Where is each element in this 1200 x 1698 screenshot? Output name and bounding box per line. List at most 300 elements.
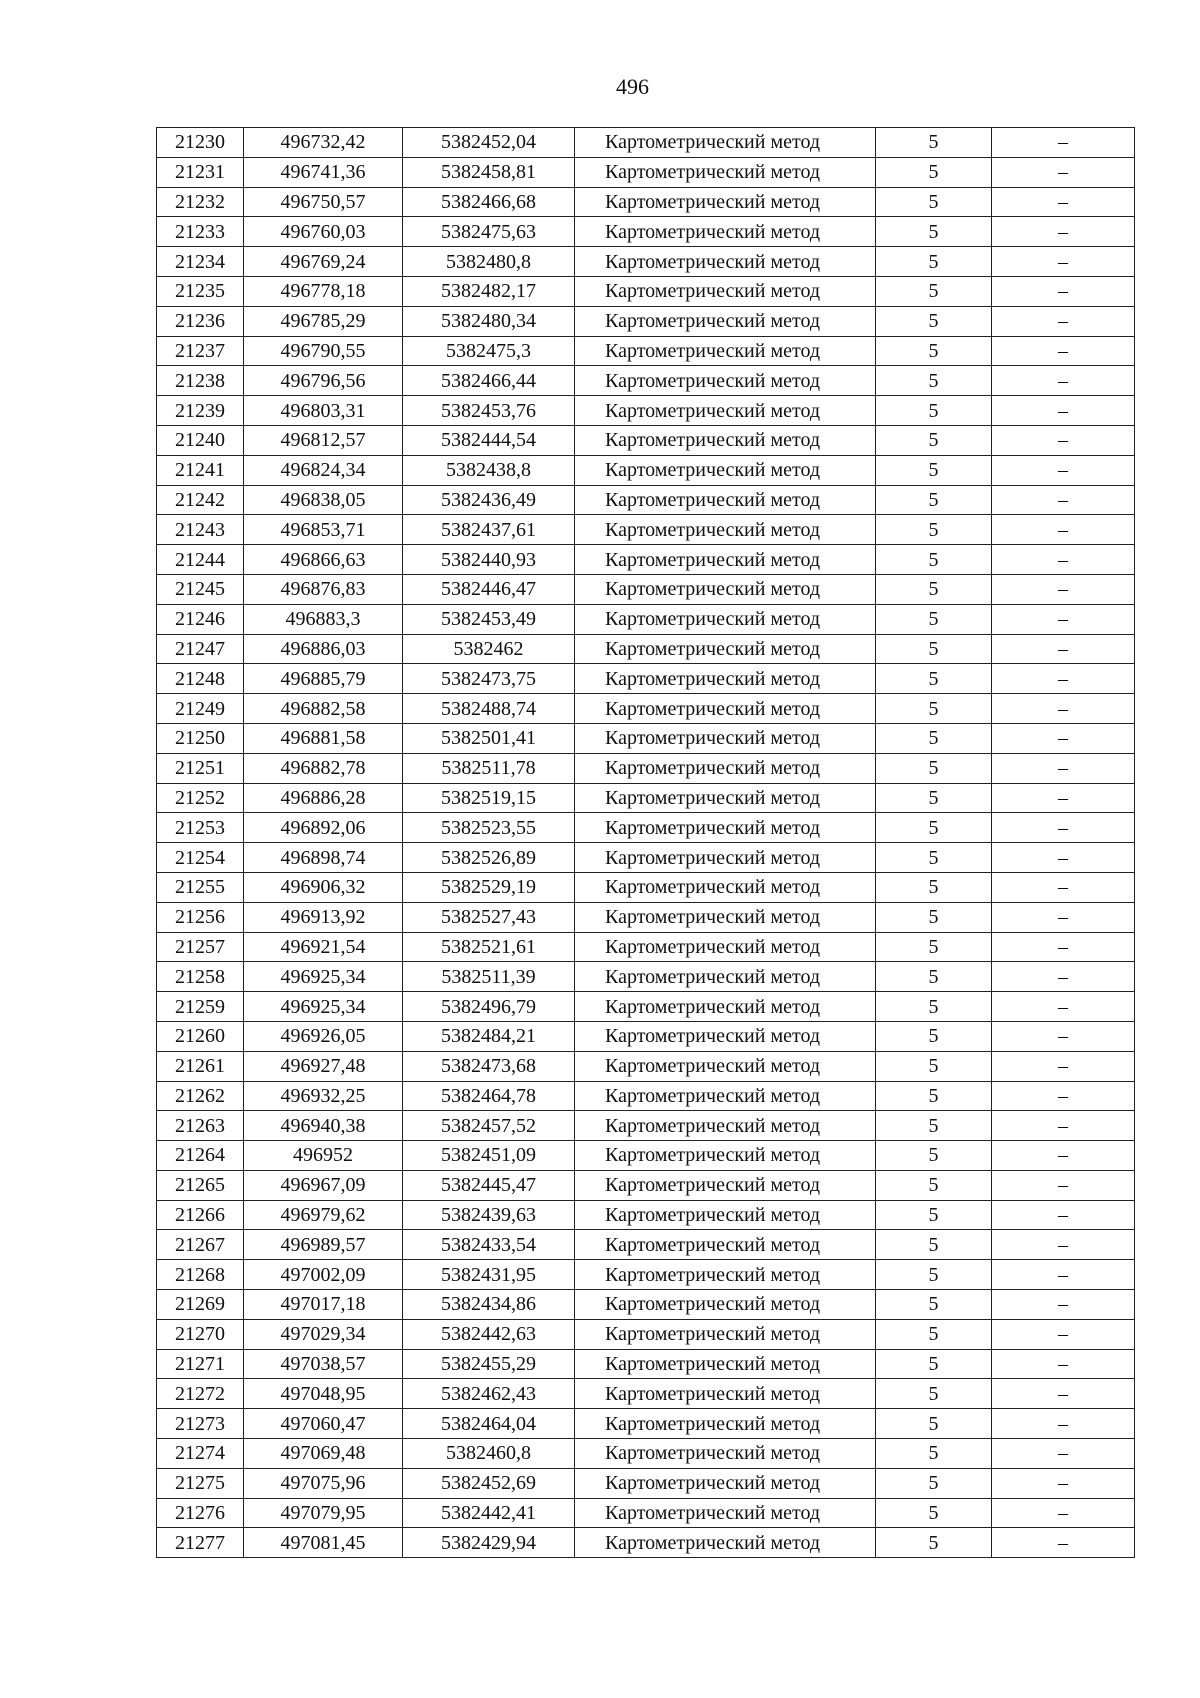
x-coordinate-cell: 496796,56	[244, 366, 403, 396]
table-row	[157, 545, 1135, 575]
x-coordinate-cell: 497081,45	[244, 1528, 403, 1558]
table-row	[157, 217, 1135, 247]
coordinates-table-body	[157, 128, 1135, 1558]
y-coordinate-cell: 5382511,78	[403, 753, 575, 783]
method-cell: Картометрический метод	[575, 1111, 876, 1141]
dash-cell: –	[992, 1409, 1135, 1439]
point-number-cell: 21250	[157, 723, 244, 753]
y-coordinate-cell: 5382439,63	[403, 1200, 575, 1230]
x-coordinate-cell: 496967,09	[244, 1170, 403, 1200]
method-cell: Картометрический метод	[575, 1468, 876, 1498]
method-cell: Картометрический метод	[575, 515, 876, 545]
y-coordinate-cell: 5382452,04	[403, 128, 575, 158]
page-number: 496	[616, 74, 649, 99]
y-coordinate-cell: 5382460,8	[403, 1439, 575, 1469]
x-coordinate-cell: 496769,24	[244, 247, 403, 277]
table-row	[157, 604, 1135, 634]
accuracy-cell: 5	[876, 962, 992, 992]
x-coordinate-cell: 496926,05	[244, 1021, 403, 1051]
method-cell: Картометрический метод	[575, 1051, 876, 1081]
x-coordinate-cell: 496886,28	[244, 783, 403, 813]
accuracy-cell: 5	[876, 157, 992, 187]
table-row	[157, 1051, 1135, 1081]
accuracy-cell: 5	[876, 1319, 992, 1349]
x-coordinate-cell: 497029,34	[244, 1319, 403, 1349]
table-row	[157, 1200, 1135, 1230]
method-cell: Картометрический метод	[575, 545, 876, 575]
y-coordinate-cell: 5382433,54	[403, 1230, 575, 1260]
point-number-cell: 21254	[157, 843, 244, 873]
point-number-cell: 21243	[157, 515, 244, 545]
dash-cell: –	[992, 1319, 1135, 1349]
accuracy-cell: 5	[876, 723, 992, 753]
y-coordinate-cell: 5382488,74	[403, 694, 575, 724]
accuracy-cell: 5	[876, 1081, 992, 1111]
dash-cell: –	[992, 1349, 1135, 1379]
dash-cell: –	[992, 723, 1135, 753]
y-coordinate-cell: 5382501,41	[403, 723, 575, 753]
y-coordinate-cell: 5382434,86	[403, 1290, 575, 1320]
table-row	[157, 723, 1135, 753]
table-row	[157, 157, 1135, 187]
dash-cell: –	[992, 425, 1135, 455]
y-coordinate-cell: 5382480,34	[403, 306, 575, 336]
accuracy-cell: 5	[876, 366, 992, 396]
dash-cell: –	[992, 336, 1135, 366]
table-row	[157, 455, 1135, 485]
table-row	[157, 1468, 1135, 1498]
point-number-cell: 21263	[157, 1111, 244, 1141]
dash-cell: –	[992, 128, 1135, 158]
dash-cell: –	[992, 276, 1135, 306]
x-coordinate-cell: 496778,18	[244, 276, 403, 306]
method-cell: Картометрический метод	[575, 783, 876, 813]
accuracy-cell: 5	[876, 247, 992, 277]
y-coordinate-cell: 5382521,61	[403, 932, 575, 962]
accuracy-cell: 5	[876, 1200, 992, 1230]
x-coordinate-cell: 496790,55	[244, 336, 403, 366]
x-coordinate-cell: 496760,03	[244, 217, 403, 247]
table-row	[157, 247, 1135, 277]
method-cell: Картометрический метод	[575, 1141, 876, 1171]
point-number-cell: 21276	[157, 1498, 244, 1528]
dash-cell: –	[992, 783, 1135, 813]
method-cell: Картометрический метод	[575, 485, 876, 515]
x-coordinate-cell: 496876,83	[244, 574, 403, 604]
x-coordinate-cell: 496952	[244, 1141, 403, 1171]
method-cell: Картометрический метод	[575, 1260, 876, 1290]
point-number-cell: 21238	[157, 366, 244, 396]
point-number-cell: 21251	[157, 753, 244, 783]
accuracy-cell: 5	[876, 1111, 992, 1141]
accuracy-cell: 5	[876, 1051, 992, 1081]
dash-cell: –	[992, 1468, 1135, 1498]
point-number-cell: 21240	[157, 425, 244, 455]
point-number-cell: 21260	[157, 1021, 244, 1051]
table-row	[157, 813, 1135, 843]
y-coordinate-cell: 5382438,8	[403, 455, 575, 485]
accuracy-cell: 5	[876, 515, 992, 545]
y-coordinate-cell: 5382442,41	[403, 1498, 575, 1528]
method-cell: Картометрический метод	[575, 813, 876, 843]
x-coordinate-cell: 496741,36	[244, 157, 403, 187]
accuracy-cell: 5	[876, 753, 992, 783]
x-coordinate-cell: 496898,74	[244, 843, 403, 873]
accuracy-cell: 5	[876, 1498, 992, 1528]
dash-cell: –	[992, 902, 1135, 932]
method-cell: Картометрический метод	[575, 187, 876, 217]
accuracy-cell: 5	[876, 1349, 992, 1379]
accuracy-cell: 5	[876, 306, 992, 336]
point-number-cell: 21270	[157, 1319, 244, 1349]
method-cell: Картометрический метод	[575, 1498, 876, 1528]
method-cell: Картометрический метод	[575, 1290, 876, 1320]
table-row	[157, 128, 1135, 158]
dash-cell: –	[992, 872, 1135, 902]
dash-cell: –	[992, 515, 1135, 545]
dash-cell: –	[992, 962, 1135, 992]
accuracy-cell: 5	[876, 396, 992, 426]
point-number-cell: 21265	[157, 1170, 244, 1200]
accuracy-cell: 5	[876, 455, 992, 485]
table-row	[157, 992, 1135, 1022]
dash-cell: –	[992, 813, 1135, 843]
y-coordinate-cell: 5382440,93	[403, 545, 575, 575]
y-coordinate-cell: 5382453,76	[403, 396, 575, 426]
accuracy-cell: 5	[876, 1230, 992, 1260]
y-coordinate-cell: 5382529,19	[403, 872, 575, 902]
x-coordinate-cell: 496892,06	[244, 813, 403, 843]
y-coordinate-cell: 5382455,29	[403, 1349, 575, 1379]
method-cell: Картометрический метод	[575, 1319, 876, 1349]
x-coordinate-cell: 496732,42	[244, 128, 403, 158]
accuracy-cell: 5	[876, 1528, 992, 1558]
point-number-cell: 21248	[157, 664, 244, 694]
point-number-cell: 21266	[157, 1200, 244, 1230]
accuracy-cell: 5	[876, 813, 992, 843]
dash-cell: –	[992, 1021, 1135, 1051]
x-coordinate-cell: 496885,79	[244, 664, 403, 694]
method-cell: Картометрический метод	[575, 1170, 876, 1200]
dash-cell: –	[992, 932, 1135, 962]
method-cell: Картометрический метод	[575, 306, 876, 336]
table-row	[157, 306, 1135, 336]
y-coordinate-cell: 5382473,68	[403, 1051, 575, 1081]
point-number-cell: 21247	[157, 634, 244, 664]
method-cell: Картометрический метод	[575, 753, 876, 783]
point-number-cell: 21269	[157, 1290, 244, 1320]
dash-cell: –	[992, 1141, 1135, 1171]
x-coordinate-cell: 496882,78	[244, 753, 403, 783]
method-cell: Картометрический метод	[575, 247, 876, 277]
x-coordinate-cell: 496866,63	[244, 545, 403, 575]
method-cell: Картометрический метод	[575, 872, 876, 902]
point-number-cell: 21235	[157, 276, 244, 306]
accuracy-cell: 5	[876, 1170, 992, 1200]
y-coordinate-cell: 5382466,44	[403, 366, 575, 396]
point-number-cell: 21242	[157, 485, 244, 515]
accuracy-cell: 5	[876, 336, 992, 366]
method-cell: Картометрический метод	[575, 604, 876, 634]
table-row	[157, 1379, 1135, 1409]
accuracy-cell: 5	[876, 1141, 992, 1171]
table-row	[157, 574, 1135, 604]
dash-cell: –	[992, 1498, 1135, 1528]
dash-cell: –	[992, 485, 1135, 515]
point-number-cell: 21244	[157, 545, 244, 575]
accuracy-cell: 5	[876, 187, 992, 217]
point-number-cell: 21249	[157, 694, 244, 724]
dash-cell: –	[992, 1439, 1135, 1469]
x-coordinate-cell: 496750,57	[244, 187, 403, 217]
dash-cell: –	[992, 247, 1135, 277]
accuracy-cell: 5	[876, 634, 992, 664]
method-cell: Картометрический метод	[575, 932, 876, 962]
y-coordinate-cell: 5382511,39	[403, 962, 575, 992]
dash-cell: –	[992, 366, 1135, 396]
x-coordinate-cell: 496886,03	[244, 634, 403, 664]
method-cell: Картометрический метод	[575, 366, 876, 396]
accuracy-cell: 5	[876, 485, 992, 515]
table-row	[157, 485, 1135, 515]
accuracy-cell: 5	[876, 276, 992, 306]
dash-cell: –	[992, 157, 1135, 187]
x-coordinate-cell: 496989,57	[244, 1230, 403, 1260]
accuracy-cell: 5	[876, 1290, 992, 1320]
method-cell: Картометрический метод	[575, 1379, 876, 1409]
point-number-cell: 21268	[157, 1260, 244, 1290]
y-coordinate-cell: 5382446,47	[403, 574, 575, 604]
y-coordinate-cell: 5382523,55	[403, 813, 575, 843]
method-cell: Картометрический метод	[575, 1528, 876, 1558]
table-row	[157, 1409, 1135, 1439]
dash-cell: –	[992, 753, 1135, 783]
accuracy-cell: 5	[876, 694, 992, 724]
y-coordinate-cell: 5382526,89	[403, 843, 575, 873]
x-coordinate-cell: 496853,71	[244, 515, 403, 545]
accuracy-cell: 5	[876, 664, 992, 694]
x-coordinate-cell: 496979,62	[244, 1200, 403, 1230]
dash-cell: –	[992, 694, 1135, 724]
y-coordinate-cell: 5382452,69	[403, 1468, 575, 1498]
accuracy-cell: 5	[876, 932, 992, 962]
dash-cell: –	[992, 604, 1135, 634]
table-row	[157, 1528, 1135, 1558]
x-coordinate-cell: 496925,34	[244, 962, 403, 992]
point-number-cell: 21277	[157, 1528, 244, 1558]
accuracy-cell: 5	[876, 1468, 992, 1498]
accuracy-cell: 5	[876, 783, 992, 813]
dash-cell: –	[992, 1528, 1135, 1558]
table-row	[157, 1290, 1135, 1320]
dash-cell: –	[992, 664, 1135, 694]
accuracy-cell: 5	[876, 545, 992, 575]
accuracy-cell: 5	[876, 425, 992, 455]
table-row	[157, 366, 1135, 396]
point-number-cell: 21256	[157, 902, 244, 932]
x-coordinate-cell: 496785,29	[244, 306, 403, 336]
y-coordinate-cell: 5382484,21	[403, 1021, 575, 1051]
method-cell: Картометрический метод	[575, 276, 876, 306]
table-row	[157, 1349, 1135, 1379]
y-coordinate-cell: 5382436,49	[403, 485, 575, 515]
method-cell: Картометрический метод	[575, 1200, 876, 1230]
table-row	[157, 187, 1135, 217]
dash-cell: –	[992, 1379, 1135, 1409]
accuracy-cell: 5	[876, 1021, 992, 1051]
y-coordinate-cell: 5382451,09	[403, 1141, 575, 1171]
x-coordinate-cell: 497060,47	[244, 1409, 403, 1439]
point-number-cell: 21236	[157, 306, 244, 336]
y-coordinate-cell: 5382429,94	[403, 1528, 575, 1558]
x-coordinate-cell: 497017,18	[244, 1290, 403, 1320]
x-coordinate-cell: 496906,32	[244, 872, 403, 902]
y-coordinate-cell: 5382462,43	[403, 1379, 575, 1409]
y-coordinate-cell: 5382466,68	[403, 187, 575, 217]
x-coordinate-cell: 497038,57	[244, 1349, 403, 1379]
y-coordinate-cell: 5382527,43	[403, 902, 575, 932]
point-number-cell: 21262	[157, 1081, 244, 1111]
point-number-cell: 21273	[157, 1409, 244, 1439]
point-number-cell: 21255	[157, 872, 244, 902]
table-row	[157, 902, 1135, 932]
method-cell: Картометрический метод	[575, 425, 876, 455]
dash-cell: –	[992, 1051, 1135, 1081]
x-coordinate-cell: 496927,48	[244, 1051, 403, 1081]
method-cell: Картометрический метод	[575, 574, 876, 604]
dash-cell: –	[992, 306, 1135, 336]
table-row	[157, 1111, 1135, 1141]
dash-cell: –	[992, 545, 1135, 575]
method-cell: Картометрический метод	[575, 455, 876, 485]
table-row	[157, 753, 1135, 783]
x-coordinate-cell: 496883,3	[244, 604, 403, 634]
method-cell: Картометрический метод	[575, 1230, 876, 1260]
table-row	[157, 783, 1135, 813]
y-coordinate-cell: 5382519,15	[403, 783, 575, 813]
method-cell: Картометрический метод	[575, 694, 876, 724]
point-number-cell: 21237	[157, 336, 244, 366]
accuracy-cell: 5	[876, 1439, 992, 1469]
y-coordinate-cell: 5382464,04	[403, 1409, 575, 1439]
dash-cell: –	[992, 1230, 1135, 1260]
method-cell: Картометрический метод	[575, 962, 876, 992]
x-coordinate-cell: 496925,34	[244, 992, 403, 1022]
method-cell: Картометрический метод	[575, 723, 876, 753]
dash-cell: –	[992, 634, 1135, 664]
point-number-cell: 21264	[157, 1141, 244, 1171]
x-coordinate-cell: 497002,09	[244, 1260, 403, 1290]
accuracy-cell: 5	[876, 992, 992, 1022]
dash-cell: –	[992, 992, 1135, 1022]
accuracy-cell: 5	[876, 1409, 992, 1439]
x-coordinate-cell: 496881,58	[244, 723, 403, 753]
table-row	[157, 1230, 1135, 1260]
y-coordinate-cell: 5382431,95	[403, 1260, 575, 1290]
y-coordinate-cell: 5382444,54	[403, 425, 575, 455]
method-cell: Картометрический метод	[575, 217, 876, 247]
point-number-cell: 21246	[157, 604, 244, 634]
y-coordinate-cell: 5382437,61	[403, 515, 575, 545]
x-coordinate-cell: 496882,58	[244, 694, 403, 724]
point-number-cell: 21239	[157, 396, 244, 426]
accuracy-cell: 5	[876, 902, 992, 932]
point-number-cell: 21231	[157, 157, 244, 187]
x-coordinate-cell: 496932,25	[244, 1081, 403, 1111]
dash-cell: –	[992, 1170, 1135, 1200]
x-coordinate-cell: 497048,95	[244, 1379, 403, 1409]
method-cell: Картометрический метод	[575, 396, 876, 426]
dash-cell: –	[992, 1081, 1135, 1111]
table-row	[157, 396, 1135, 426]
point-number-cell: 21267	[157, 1230, 244, 1260]
dash-cell: –	[992, 396, 1135, 426]
x-coordinate-cell: 496803,31	[244, 396, 403, 426]
point-number-cell: 21272	[157, 1379, 244, 1409]
y-coordinate-cell: 5382453,49	[403, 604, 575, 634]
y-coordinate-cell: 5382475,63	[403, 217, 575, 247]
accuracy-cell: 5	[876, 1260, 992, 1290]
y-coordinate-cell: 5382442,63	[403, 1319, 575, 1349]
table-row	[157, 1141, 1135, 1171]
table-row	[157, 1439, 1135, 1469]
point-number-cell: 21230	[157, 128, 244, 158]
method-cell: Картометрический метод	[575, 634, 876, 664]
point-number-cell: 21232	[157, 187, 244, 217]
point-number-cell: 21274	[157, 1439, 244, 1469]
table-row	[157, 1021, 1135, 1051]
y-coordinate-cell: 5382458,81	[403, 157, 575, 187]
table-row	[157, 515, 1135, 545]
y-coordinate-cell: 5382462	[403, 634, 575, 664]
x-coordinate-cell: 496812,57	[244, 425, 403, 455]
dash-cell: –	[992, 1200, 1135, 1230]
method-cell: Картометрический метод	[575, 992, 876, 1022]
y-coordinate-cell: 5382480,8	[403, 247, 575, 277]
y-coordinate-cell: 5382496,79	[403, 992, 575, 1022]
y-coordinate-cell: 5382473,75	[403, 664, 575, 694]
point-number-cell: 21245	[157, 574, 244, 604]
accuracy-cell: 5	[876, 604, 992, 634]
table-row	[157, 425, 1135, 455]
table-row	[157, 1498, 1135, 1528]
table-row	[157, 843, 1135, 873]
x-coordinate-cell: 496838,05	[244, 485, 403, 515]
table-row	[157, 694, 1135, 724]
x-coordinate-cell: 497079,95	[244, 1498, 403, 1528]
method-cell: Картометрический метод	[575, 1409, 876, 1439]
table-row	[157, 1081, 1135, 1111]
table-row	[157, 276, 1135, 306]
table-row	[157, 962, 1135, 992]
accuracy-cell: 5	[876, 574, 992, 604]
point-number-cell: 21257	[157, 932, 244, 962]
accuracy-cell: 5	[876, 843, 992, 873]
method-cell: Картометрический метод	[575, 1081, 876, 1111]
dash-cell: –	[992, 187, 1135, 217]
x-coordinate-cell: 497069,48	[244, 1439, 403, 1469]
y-coordinate-cell: 5382475,3	[403, 336, 575, 366]
dash-cell: –	[992, 1290, 1135, 1320]
method-cell: Картометрический метод	[575, 1439, 876, 1469]
y-coordinate-cell: 5382464,78	[403, 1081, 575, 1111]
table-row	[157, 932, 1135, 962]
y-coordinate-cell: 5382445,47	[403, 1170, 575, 1200]
method-cell: Картометрический метод	[575, 664, 876, 694]
x-coordinate-cell: 496913,92	[244, 902, 403, 932]
method-cell: Картометрический метод	[575, 336, 876, 366]
point-number-cell: 21271	[157, 1349, 244, 1379]
